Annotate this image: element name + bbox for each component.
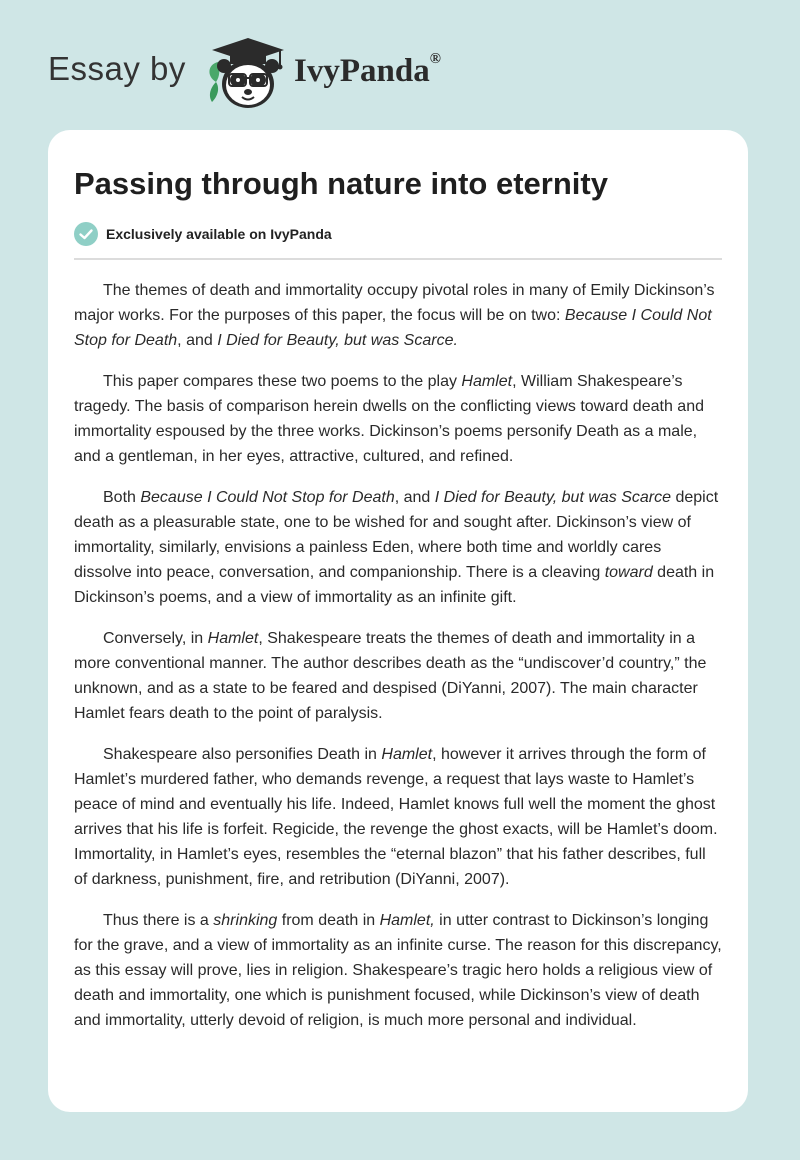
italic-title-text: Hamlet xyxy=(207,630,259,647)
paragraph-text: Shakespeare also personifies Death in xyxy=(103,746,382,763)
essay-paragraph xyxy=(74,369,722,469)
paragraph-text: The themes of death and immortality occupy pivotal roles in many of Emily Dickinson’s major works. For the purposes of this paper, the focus will be on two: xyxy=(74,282,715,324)
brand-prefix: Essay by xyxy=(48,50,186,87)
italic-title-text: Hamlet, xyxy=(379,912,435,929)
exclusive-badge xyxy=(74,222,722,246)
italic-title-text: toward xyxy=(604,564,653,581)
italic-title-text: I Died for Beauty, but was Scarce. xyxy=(217,332,458,349)
paragraph-text: depict death as a pleasurable state, one to be wished for and sought after. Dickinson’s view of immortality, similarly, envisions a painless Eden, where both time and worldly cares dissolve into peace, conversation, and companionship. There is a cleaving xyxy=(74,489,719,581)
italic-title-text: I Died for Beauty, but was Scarce xyxy=(434,489,672,506)
italic-title-text: Hamlet xyxy=(381,746,433,763)
exclusive-badge-label: Exclusively available on IvyPanda xyxy=(106,226,332,242)
paragraph-text: , Shakespeare treats the themes of death and immortality in a more conventional manner. The author describes death as the “undiscover’d country,” the unknown, and as a state to be feared and despised (DiYanni, 2007). The main character Hamlet fears death to the point of paralysis. xyxy=(74,630,707,722)
paragraph-text: , William Shakespeare’s tragedy. The basis of comparison herein dwells on the conflicting views toward death and immortality espoused by the three works. Dickinson’s poems personify Death as a male, and a gentleman, in her eyes, attractive, cultured, and refined. xyxy=(74,373,704,465)
paragraph-text: , and xyxy=(177,332,218,349)
paragraph-text: This paper compares these two poems to the play xyxy=(103,373,462,390)
brand-name-text: IvyPanda xyxy=(294,53,430,89)
essay-body xyxy=(74,278,722,1033)
paragraph-text: Both xyxy=(103,489,141,506)
registered-mark: ® xyxy=(429,51,441,67)
essay-title: Passing through nature into eternity xyxy=(74,166,608,201)
paragraph-text: in utter contrast to Dickinson’s longing for the grave, and a view of immortality as an infinite curse. The reason for this discrepancy, as this essay will prove, lies in religion. Shakespeare’s tragic hero holds a religious view of death and immortality, one which is punishment focused, while Dickinson’s view of death and immortality, utterly devoid of religion, is much more personal and individual. xyxy=(74,912,722,1029)
italic-title-text: Because I Could Not Stop for Death xyxy=(140,489,395,506)
essay-paragraph xyxy=(74,742,722,892)
check-circle-icon xyxy=(74,222,98,246)
essay-paragraph xyxy=(74,485,722,610)
essay-paragraph xyxy=(74,278,722,353)
paragraph-text: , and xyxy=(394,489,435,506)
italic-title-text: Because I Could Not Stop for Death xyxy=(74,307,712,349)
paragraph-text: death in Dickinson’s poems, and a view of immortality as an infinite gift. xyxy=(74,564,715,606)
essay-card xyxy=(48,130,748,1112)
italic-title-text: Hamlet xyxy=(461,373,513,390)
essay-paragraph xyxy=(74,908,722,1033)
paragraph-text: Thus there is a xyxy=(103,912,214,929)
title-divider xyxy=(74,258,722,260)
italic-title-text: shrinking xyxy=(213,912,278,929)
paragraph-text: Conversely, in xyxy=(103,630,208,647)
paragraph-text: from death in xyxy=(277,912,380,929)
essay-paragraph xyxy=(74,626,722,726)
site-header xyxy=(0,0,800,130)
paragraph-text: , however it arrives through the form of Hamlet’s murdered father, who demands revenge, a request that lays waste to Hamlet’s peace of mind and eventually his life. Indeed, Hamlet knows full well the moment the ghost arrives that his life is forfeit. Regicide, the revenge the ghost exacts, will be Hamlet’s doom. Immortality, in Hamlet’s eyes, resembles the “eternal blazon” that his father describes, full of darkness, punishment, fire, and retribution (DiYanni, 2007). xyxy=(74,746,718,888)
panda-logo-icon[interactable] xyxy=(202,36,292,110)
brand-name[interactable] xyxy=(294,53,441,90)
